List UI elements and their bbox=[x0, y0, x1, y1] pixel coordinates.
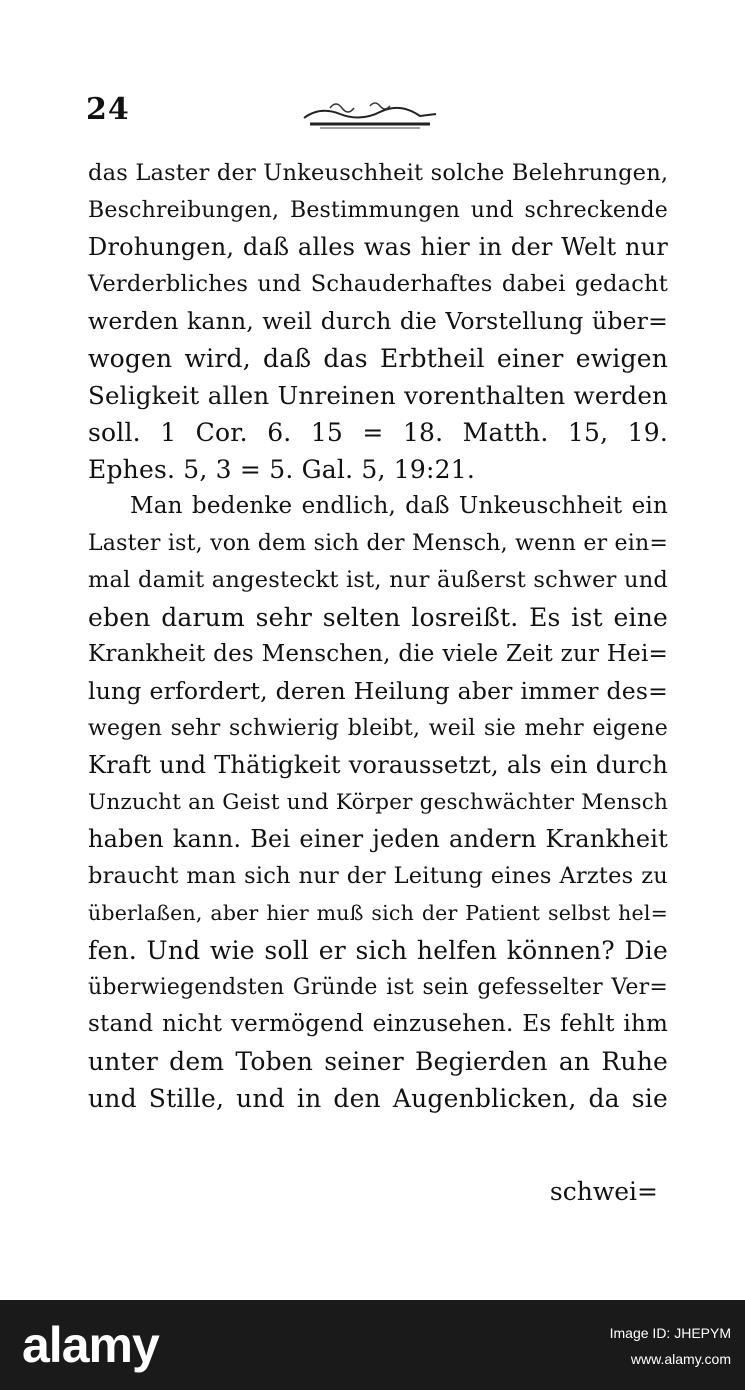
text-line: wegen sehr schwierig bleibt, weil sie mehr eigene bbox=[88, 716, 668, 741]
body-text bbox=[88, 155, 668, 1117]
text-line: Kraft und Thätigkeit voraussetzt, als ein durch bbox=[88, 751, 668, 779]
catchword: schwei= bbox=[549, 1177, 658, 1206]
text-line: eben darum sehr selten losreißt. Es ist eine bbox=[88, 603, 668, 632]
text-line: mal damit angesteckt ist, nur äußerst schwer und bbox=[88, 567, 668, 593]
text-line: haben kann. Bei einer jeden andern Krankheit bbox=[88, 825, 668, 853]
text-line: braucht man sich nur der Leitung eines Arztes zu bbox=[88, 863, 668, 889]
text-line: überwiegendsten Gründe ist sein gefesselter Ver= bbox=[88, 975, 668, 1000]
text-line: Verderbliches und Schauderhaftes dabei gedacht bbox=[88, 271, 668, 297]
text-line: Ephes. 5, 3 = 5. Gal. 5, 19:21. bbox=[88, 455, 475, 484]
text-line: soll. 1 Cor. 6. 15 = 18. Matth. 15, 19. bbox=[88, 418, 668, 447]
watermark-footer bbox=[0, 1300, 745, 1390]
text-line: Krankheit des Menschen, die viele Zeit zur Hei= bbox=[88, 641, 668, 667]
page-number: 24 bbox=[86, 92, 130, 127]
text-line: Unzucht an Geist und Körper geschwächter Mensch bbox=[88, 790, 668, 815]
text-line: Seligkeit allen Unreinen vorenthalten werden bbox=[88, 381, 668, 410]
text-line: Man bedenke endlich, daß Unkeuschheit ein bbox=[130, 493, 668, 519]
text-line: fen. Und wie soll er sich helfen können? Die bbox=[88, 936, 668, 965]
image-id-text: Image ID: JHEPYM bbox=[609, 1325, 731, 1341]
text-line: wogen wird, daß das Erbtheil einer ewigen bbox=[88, 344, 668, 373]
text-line: werden kann, weil durch die Vorstellung über= bbox=[88, 307, 668, 335]
text-line: lung erfordert, deren Heilung aber immer des= bbox=[88, 677, 668, 705]
site-url-text: www.alamy.com bbox=[630, 1351, 731, 1367]
text-line: Laster ist, von dem sich der Mensch, wenn er ein= bbox=[88, 531, 668, 556]
text-line: und Stille, und in den Augenblicken, da sie bbox=[88, 1084, 668, 1113]
text-line: Beschreibungen, Bestimmungen und schreckende bbox=[88, 198, 668, 223]
text-line: unter dem Toben seiner Begierden an Ruhe bbox=[88, 1047, 668, 1076]
footer-info bbox=[610, 1320, 731, 1372]
catchword-row bbox=[88, 1173, 658, 1210]
text-line: stand nicht vermögend einzusehen. Es fehlt ihm bbox=[88, 1011, 668, 1037]
text-line: Drohungen, daß alles was hier in der Welt nur bbox=[88, 233, 668, 261]
alamy-logo: alamy bbox=[22, 1317, 159, 1373]
text-line: überlaßen, aber hier muß sich der Patient selbst hel= bbox=[88, 901, 668, 925]
ornament-rule bbox=[300, 96, 440, 136]
text-line: das Laster der Unkeuschheit solche Belehrungen, bbox=[88, 160, 669, 186]
